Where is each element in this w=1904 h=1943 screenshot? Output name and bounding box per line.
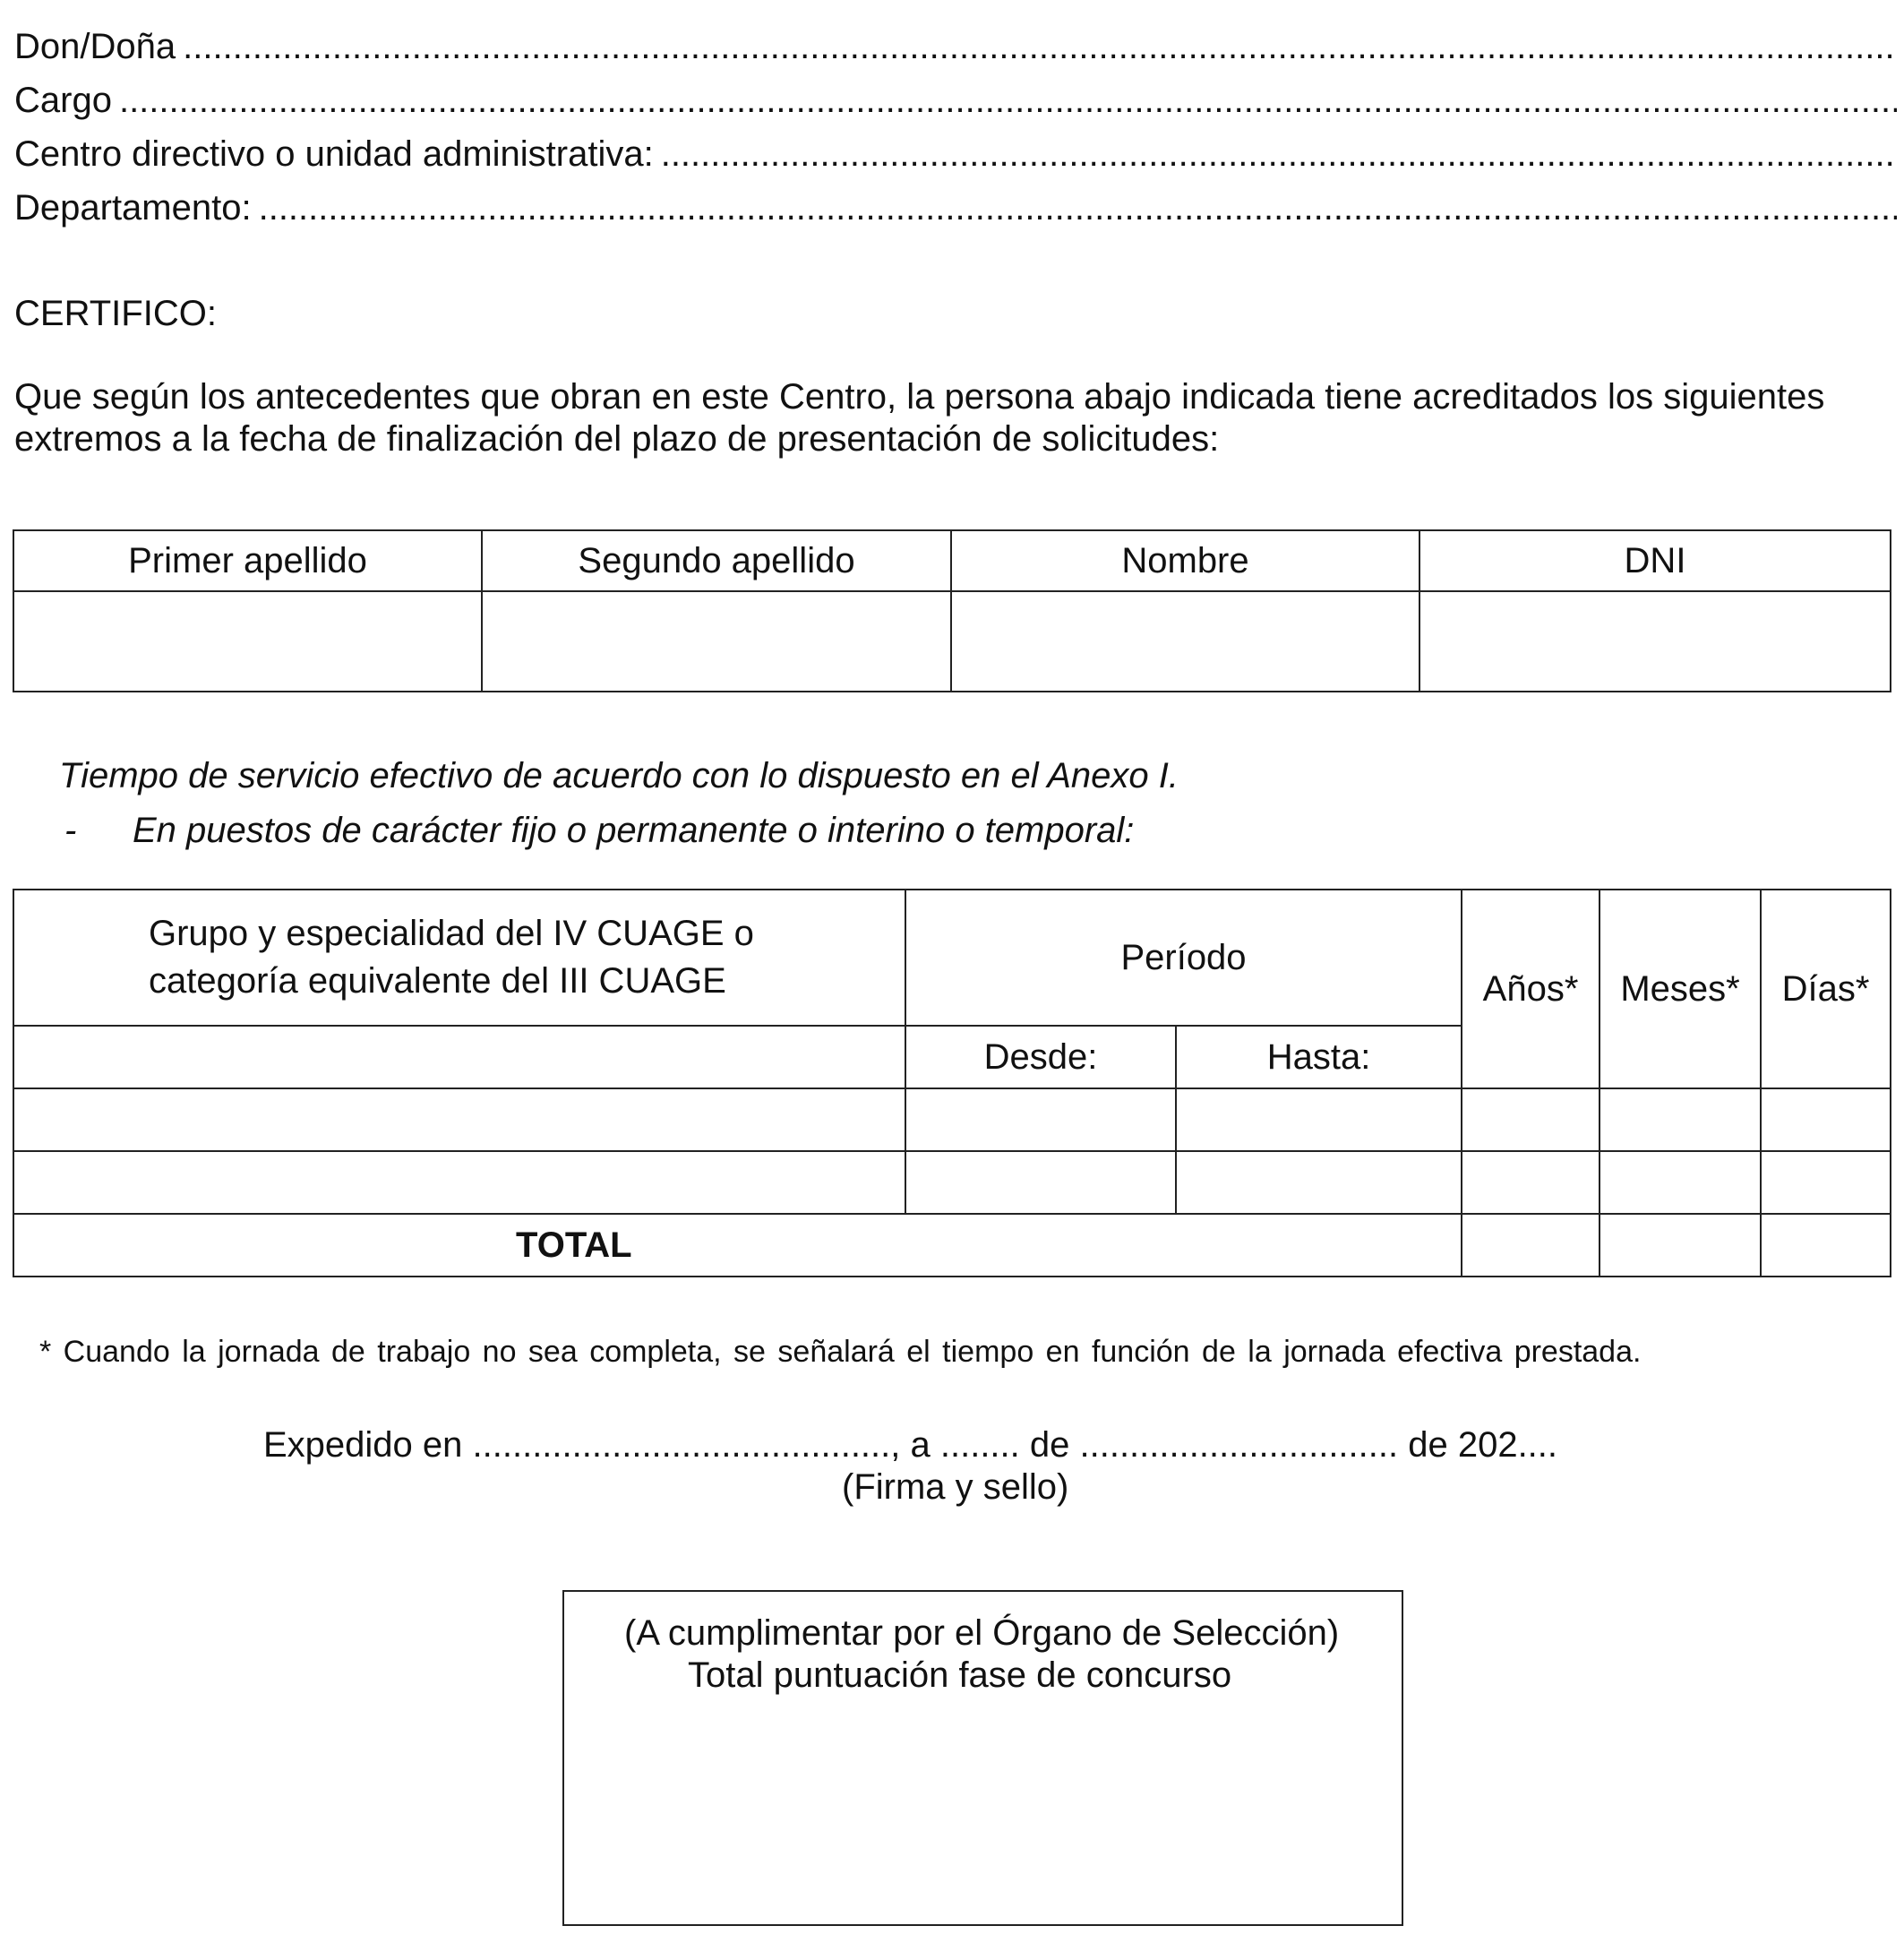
- header-hasta: Hasta:: [1176, 1026, 1462, 1088]
- intro-line-2: extremos a la fecha de finalización del plazo de presentación de solicitudes:: [14, 419, 1220, 459]
- cell-segundo-apellido[interactable]: [482, 591, 951, 692]
- field-don-dona[interactable]: [14, 29, 1897, 64]
- header-segundo-apellido: Segundo apellido: [482, 530, 951, 591]
- dots-don-dona: [183, 29, 1897, 64]
- header-periodo: Período: [905, 890, 1462, 1026]
- dots-centro: [661, 136, 1897, 172]
- cell-anos[interactable]: [1462, 1151, 1600, 1214]
- total-dias[interactable]: [1761, 1214, 1891, 1277]
- selection-box-line-1: (A cumplimentar por el Órgano de Selección): [624, 1613, 1340, 1653]
- field-cargo[interactable]: [14, 82, 1897, 118]
- header-grupo-line-2: categoría equivalente del III CUAGE: [149, 961, 726, 1001]
- total-anos[interactable]: [1462, 1214, 1600, 1277]
- header-meses: Meses*: [1600, 890, 1761, 1088]
- header-primer-apellido: Primer apellido: [13, 530, 482, 591]
- header-grupo-line-1: Grupo y especialidad del IV CUAGE o: [149, 914, 754, 953]
- header-dni: DNI: [1419, 530, 1891, 591]
- label-departamento: Departamento:: [14, 188, 252, 228]
- header-nombre: Nombre: [951, 530, 1419, 591]
- label-cargo: Cargo: [14, 81, 112, 120]
- cell-grupo-sub[interactable]: [13, 1026, 905, 1088]
- field-departamento[interactable]: [14, 190, 1897, 226]
- cell-primer-apellido[interactable]: [13, 591, 482, 692]
- person-table: [13, 529, 1891, 692]
- cell-desde[interactable]: [905, 1088, 1176, 1151]
- cell-desde[interactable]: [905, 1151, 1176, 1214]
- signature-label: (Firma y sello): [842, 1467, 1069, 1507]
- selection-box[interactable]: [562, 1590, 1403, 1926]
- table-row: [13, 1151, 1891, 1214]
- footnote: * Cuando la jornada de trabajo no sea completa, se señalará el tiempo en función de la jornada efectiva prestada.: [39, 1335, 1642, 1369]
- label-centro: Centro directivo o unidad administrativa:: [14, 134, 654, 174]
- service-bullet: -: [64, 811, 77, 850]
- cell-hasta[interactable]: [1176, 1088, 1462, 1151]
- cell-meses[interactable]: [1600, 1088, 1761, 1151]
- selection-box-line-2: Total puntuación fase de concurso: [688, 1655, 1232, 1695]
- service-title: Tiempo de servicio efectivo de acuerdo con lo dispuesto en el Anexo I.: [59, 756, 1179, 795]
- issued-line: Expedido en .........................................., a ........ de ................................ de 202....: [263, 1425, 1558, 1465]
- cell-hasta[interactable]: [1176, 1151, 1462, 1214]
- total-label: TOTAL: [13, 1214, 1462, 1277]
- service-subtitle: En puestos de carácter fijo o permanente o interino o temporal:: [133, 811, 1135, 850]
- cell-anos[interactable]: [1462, 1088, 1600, 1151]
- header-anos: Años*: [1462, 890, 1600, 1088]
- total-meses[interactable]: [1600, 1214, 1761, 1277]
- cell-grupo[interactable]: [13, 1151, 905, 1214]
- field-centro[interactable]: [14, 136, 1897, 172]
- cell-grupo[interactable]: [13, 1088, 905, 1151]
- dots-departamento: [259, 190, 1897, 226]
- cell-dni[interactable]: [1419, 591, 1891, 692]
- header-desde: Desde:: [905, 1026, 1176, 1088]
- table-row: [13, 1088, 1891, 1151]
- label-don-dona: Don/Doña: [14, 27, 176, 66]
- cell-dias[interactable]: [1761, 1088, 1891, 1151]
- cell-nombre[interactable]: [951, 591, 1419, 692]
- header-dias: Días*: [1761, 890, 1891, 1088]
- cell-dias[interactable]: [1761, 1151, 1891, 1214]
- certifico-heading: CERTIFICO:: [14, 294, 217, 333]
- service-table: [13, 889, 1891, 1277]
- cell-meses[interactable]: [1600, 1151, 1761, 1214]
- header-grupo: [13, 890, 905, 1026]
- intro-line-1: Que según los antecedentes que obran en este Centro, la persona abajo indicada tiene acreditados los siguientes: [14, 377, 1825, 417]
- dots-cargo: [119, 82, 1897, 118]
